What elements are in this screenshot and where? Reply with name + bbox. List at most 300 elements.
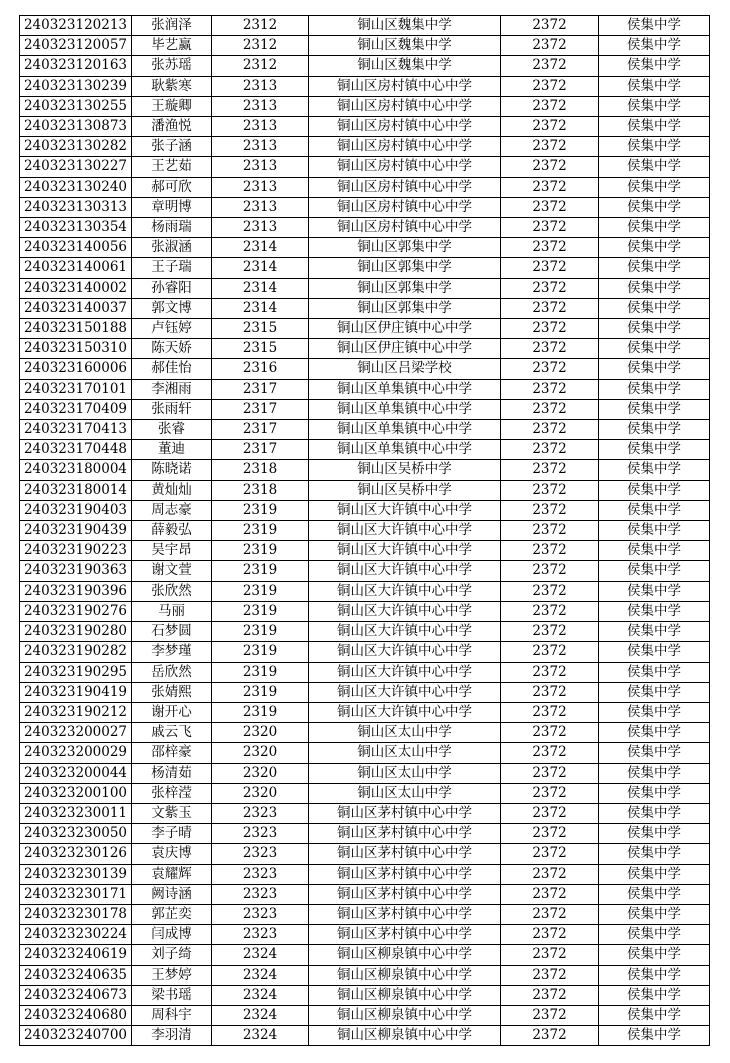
- target-code-cell: 2372: [501, 561, 599, 581]
- target-school-cell: 侯集中学: [599, 500, 710, 520]
- school-code-cell: 2317: [212, 420, 309, 440]
- target-school-cell: 侯集中学: [599, 76, 710, 96]
- school-code-cell: 2324: [212, 945, 309, 965]
- source-school-cell: 铜山区太山中学: [309, 723, 501, 743]
- school-code-cell: 2320: [212, 743, 309, 763]
- source-school-cell: 铜山区伊庄镇中心中学: [309, 319, 501, 339]
- student-name-cell: 卢钰婷: [132, 319, 212, 339]
- student-name-cell: 张润泽: [132, 16, 212, 36]
- target-code-cell: 2372: [501, 622, 599, 642]
- student-name-cell: 张欣然: [132, 581, 212, 601]
- student-name-cell: 周科宇: [132, 1005, 212, 1025]
- student-name-cell: 章明博: [132, 197, 212, 217]
- student-name-cell: 陈晓诺: [132, 460, 212, 480]
- source-school-cell: 铜山区房村镇中心中学: [309, 157, 501, 177]
- student-name-cell: 杨清茹: [132, 763, 212, 783]
- source-school-cell: 铜山区房村镇中心中学: [309, 96, 501, 116]
- student-name-cell: 袁耀辉: [132, 864, 212, 884]
- school-code-cell: 2319: [212, 581, 309, 601]
- school-code-cell: 2320: [212, 783, 309, 803]
- target-school-cell: 侯集中学: [599, 601, 710, 621]
- target-school-cell: 侯集中学: [599, 36, 710, 56]
- table-row: [20, 379, 710, 399]
- student-id-cell: 240323230224: [20, 925, 132, 945]
- target-school-cell: 侯集中学: [599, 440, 710, 460]
- student-id-cell: 240323190396: [20, 581, 132, 601]
- student-id-cell: 240323120213: [20, 16, 132, 36]
- target-code-cell: 2372: [501, 157, 599, 177]
- student-id-cell: 240323180004: [20, 460, 132, 480]
- target-school-cell: 侯集中学: [599, 420, 710, 440]
- school-code-cell: 2313: [212, 177, 309, 197]
- source-school-cell: 铜山区房村镇中心中学: [309, 177, 501, 197]
- target-school-cell: 侯集中学: [599, 339, 710, 359]
- table-row: [20, 96, 710, 116]
- table-row: [20, 702, 710, 722]
- source-school-cell: 铜山区单集镇中心中学: [309, 379, 501, 399]
- student-name-cell: 郭文博: [132, 298, 212, 318]
- table-row: [20, 642, 710, 662]
- student-name-cell: 黄灿灿: [132, 480, 212, 500]
- school-code-cell: 2317: [212, 379, 309, 399]
- table-row: [20, 1026, 710, 1046]
- source-school-cell: 铜山区柳泉镇中心中学: [309, 1026, 501, 1046]
- student-name-cell: 郝可欣: [132, 177, 212, 197]
- target-school-cell: 侯集中学: [599, 702, 710, 722]
- student-id-cell: 240323240680: [20, 1005, 132, 1025]
- student-id-cell: 240323230171: [20, 884, 132, 904]
- target-code-cell: 2372: [501, 460, 599, 480]
- student-name-cell: 王艺茹: [132, 157, 212, 177]
- student-id-cell: 240323170409: [20, 399, 132, 419]
- table-row: [20, 480, 710, 500]
- student-name-cell: 张子涵: [132, 137, 212, 157]
- target-school-cell: 侯集中学: [599, 480, 710, 500]
- student-id-cell: 240323230126: [20, 844, 132, 864]
- source-school-cell: 铜山区房村镇中心中学: [309, 117, 501, 137]
- student-name-cell: 吴宇昂: [132, 541, 212, 561]
- student-id-cell: 240323200044: [20, 763, 132, 783]
- student-id-cell: 240323120163: [20, 56, 132, 76]
- target-code-cell: 2372: [501, 339, 599, 359]
- table-row: [20, 662, 710, 682]
- student-id-cell: 240323130873: [20, 117, 132, 137]
- school-code-cell: 2323: [212, 803, 309, 823]
- target-code-cell: 2372: [501, 238, 599, 258]
- source-school-cell: 铜山区大许镇中心中学: [309, 521, 501, 541]
- school-code-cell: 2316: [212, 359, 309, 379]
- table-row: [20, 965, 710, 985]
- target-code-cell: 2372: [501, 500, 599, 520]
- target-school-cell: 侯集中学: [599, 662, 710, 682]
- target-code-cell: 2372: [501, 96, 599, 116]
- target-school-cell: 侯集中学: [599, 460, 710, 480]
- target-code-cell: 2372: [501, 803, 599, 823]
- table-row: [20, 197, 710, 217]
- student-id-cell: 240323130313: [20, 197, 132, 217]
- school-code-cell: 2323: [212, 904, 309, 924]
- student-id-cell: 240323200100: [20, 783, 132, 803]
- table-row: [20, 278, 710, 298]
- school-code-cell: 2319: [212, 702, 309, 722]
- target-code-cell: 2372: [501, 945, 599, 965]
- table-row: [20, 723, 710, 743]
- table-row: [20, 117, 710, 137]
- source-school-cell: 铜山区大许镇中心中学: [309, 561, 501, 581]
- table-row: [20, 864, 710, 884]
- student-name-cell: 张婧熙: [132, 682, 212, 702]
- target-school-cell: 侯集中学: [599, 844, 710, 864]
- school-code-cell: 2320: [212, 763, 309, 783]
- target-school-cell: 侯集中学: [599, 56, 710, 76]
- table-row: [20, 541, 710, 561]
- table-row: [20, 803, 710, 823]
- school-code-cell: 2313: [212, 117, 309, 137]
- target-school-cell: 侯集中学: [599, 157, 710, 177]
- target-school-cell: 侯集中学: [599, 864, 710, 884]
- target-school-cell: 侯集中学: [599, 278, 710, 298]
- target-school-cell: 侯集中学: [599, 16, 710, 36]
- school-code-cell: 2319: [212, 601, 309, 621]
- school-code-cell: 2313: [212, 197, 309, 217]
- student-id-cell: 240323230139: [20, 864, 132, 884]
- source-school-cell: 铜山区房村镇中心中学: [309, 137, 501, 157]
- target-code-cell: 2372: [501, 480, 599, 500]
- source-school-cell: 铜山区茅村镇中心中学: [309, 904, 501, 924]
- target-school-cell: 侯集中学: [599, 177, 710, 197]
- student-name-cell: 王梦婷: [132, 965, 212, 985]
- target-code-cell: 2372: [501, 824, 599, 844]
- admission-table: [19, 15, 710, 1046]
- table-row: [20, 1005, 710, 1025]
- target-code-cell: 2372: [501, 197, 599, 217]
- student-id-cell: 240323190295: [20, 662, 132, 682]
- school-code-cell: 2318: [212, 480, 309, 500]
- source-school-cell: 铜山区大许镇中心中学: [309, 581, 501, 601]
- student-id-cell: 240323240635: [20, 965, 132, 985]
- school-code-cell: 2319: [212, 662, 309, 682]
- target-school-cell: 侯集中学: [599, 541, 710, 561]
- student-id-cell: 240323200027: [20, 723, 132, 743]
- school-code-cell: 2319: [212, 561, 309, 581]
- source-school-cell: 铜山区茅村镇中心中学: [309, 925, 501, 945]
- table-body: [20, 16, 710, 1046]
- student-name-cell: 耿紫寒: [132, 76, 212, 96]
- source-school-cell: 铜山区茅村镇中心中学: [309, 824, 501, 844]
- source-school-cell: 铜山区郭集中学: [309, 258, 501, 278]
- target-school-cell: 侯集中学: [599, 319, 710, 339]
- school-code-cell: 2324: [212, 965, 309, 985]
- student-name-cell: 谢开心: [132, 702, 212, 722]
- student-id-cell: 240323150188: [20, 319, 132, 339]
- target-code-cell: 2372: [501, 965, 599, 985]
- source-school-cell: 铜山区大许镇中心中学: [309, 702, 501, 722]
- student-id-cell: 240323130282: [20, 137, 132, 157]
- target-school-cell: 侯集中学: [599, 137, 710, 157]
- target-code-cell: 2372: [501, 1026, 599, 1046]
- target-code-cell: 2372: [501, 137, 599, 157]
- target-code-cell: 2372: [501, 541, 599, 561]
- student-name-cell: 李梦瑾: [132, 642, 212, 662]
- student-id-cell: 240323240673: [20, 985, 132, 1005]
- table-row: [20, 238, 710, 258]
- target-code-cell: 2372: [501, 177, 599, 197]
- source-school-cell: 铜山区魏集中学: [309, 36, 501, 56]
- table-row: [20, 36, 710, 56]
- source-school-cell: 铜山区大许镇中心中学: [309, 682, 501, 702]
- target-code-cell: 2372: [501, 218, 599, 238]
- target-code-cell: 2372: [501, 601, 599, 621]
- student-id-cell: 240323230011: [20, 803, 132, 823]
- school-code-cell: 2312: [212, 56, 309, 76]
- student-name-cell: 王璇卿: [132, 96, 212, 116]
- student-id-cell: 240323170413: [20, 420, 132, 440]
- target-code-cell: 2372: [501, 783, 599, 803]
- table-row: [20, 500, 710, 520]
- target-code-cell: 2372: [501, 985, 599, 1005]
- student-name-cell: 周志豪: [132, 500, 212, 520]
- student-id-cell: 240323190363: [20, 561, 132, 581]
- table-row: [20, 76, 710, 96]
- target-code-cell: 2372: [501, 702, 599, 722]
- student-id-cell: 240323190419: [20, 682, 132, 702]
- source-school-cell: 铜山区大许镇中心中学: [309, 500, 501, 520]
- source-school-cell: 铜山区吴桥中学: [309, 460, 501, 480]
- target-school-cell: 侯集中学: [599, 1005, 710, 1025]
- student-id-cell: 240323190280: [20, 622, 132, 642]
- source-school-cell: 铜山区柳泉镇中心中学: [309, 1005, 501, 1025]
- school-code-cell: 2313: [212, 76, 309, 96]
- target-code-cell: 2372: [501, 56, 599, 76]
- school-code-cell: 2323: [212, 824, 309, 844]
- target-school-cell: 侯集中学: [599, 985, 710, 1005]
- target-school-cell: 侯集中学: [599, 945, 710, 965]
- student-name-cell: 谢文萱: [132, 561, 212, 581]
- student-name-cell: 陈天娇: [132, 339, 212, 359]
- school-code-cell: 2323: [212, 864, 309, 884]
- table-row: [20, 945, 710, 965]
- target-school-cell: 侯集中学: [599, 359, 710, 379]
- target-school-cell: 侯集中学: [599, 803, 710, 823]
- student-id-cell: 240323200029: [20, 743, 132, 763]
- student-id-cell: 240323230178: [20, 904, 132, 924]
- table-row: [20, 884, 710, 904]
- table-row: [20, 521, 710, 541]
- table-row: [20, 581, 710, 601]
- target-school-cell: 侯集中学: [599, 298, 710, 318]
- target-code-cell: 2372: [501, 864, 599, 884]
- student-name-cell: 董迪: [132, 440, 212, 460]
- student-id-cell: 240323230050: [20, 824, 132, 844]
- student-name-cell: 李子晴: [132, 824, 212, 844]
- student-name-cell: 郭芷奕: [132, 904, 212, 924]
- target-code-cell: 2372: [501, 399, 599, 419]
- target-code-cell: 2372: [501, 763, 599, 783]
- student-name-cell: 李羽清: [132, 1026, 212, 1046]
- school-code-cell: 2324: [212, 1005, 309, 1025]
- target-school-cell: 侯集中学: [599, 642, 710, 662]
- student-name-cell: 薛毅弘: [132, 521, 212, 541]
- school-code-cell: 2314: [212, 298, 309, 318]
- source-school-cell: 铜山区房村镇中心中学: [309, 76, 501, 96]
- target-school-cell: 侯集中学: [599, 622, 710, 642]
- source-school-cell: 铜山区单集镇中心中学: [309, 440, 501, 460]
- source-school-cell: 铜山区柳泉镇中心中学: [309, 965, 501, 985]
- target-code-cell: 2372: [501, 379, 599, 399]
- source-school-cell: 铜山区大许镇中心中学: [309, 662, 501, 682]
- student-name-cell: 张雨轩: [132, 399, 212, 419]
- school-code-cell: 2315: [212, 319, 309, 339]
- student-id-cell: 240323190223: [20, 541, 132, 561]
- target-school-cell: 侯集中学: [599, 117, 710, 137]
- student-name-cell: 闫成博: [132, 925, 212, 945]
- school-code-cell: 2324: [212, 1026, 309, 1046]
- school-code-cell: 2323: [212, 844, 309, 864]
- target-school-cell: 侯集中学: [599, 561, 710, 581]
- table-row: [20, 904, 710, 924]
- student-id-cell: 240323190439: [20, 521, 132, 541]
- student-id-cell: 240323130239: [20, 76, 132, 96]
- source-school-cell: 铜山区茅村镇中心中学: [309, 803, 501, 823]
- table-row: [20, 137, 710, 157]
- student-name-cell: 梁书瑶: [132, 985, 212, 1005]
- student-name-cell: 阙诗涵: [132, 884, 212, 904]
- source-school-cell: 铜山区郭集中学: [309, 298, 501, 318]
- source-school-cell: 铜山区魏集中学: [309, 56, 501, 76]
- student-id-cell: 240323130227: [20, 157, 132, 177]
- student-id-cell: 240323140037: [20, 298, 132, 318]
- source-school-cell: 铜山区吕梁学校: [309, 359, 501, 379]
- student-name-cell: 张睿: [132, 420, 212, 440]
- student-id-cell: 240323140002: [20, 278, 132, 298]
- student-id-cell: 240323190403: [20, 500, 132, 520]
- student-name-cell: 戚云飞: [132, 723, 212, 743]
- table-row: [20, 460, 710, 480]
- student-name-cell: 刘子绮: [132, 945, 212, 965]
- student-id-cell: 240323190276: [20, 601, 132, 621]
- student-id-cell: 240323170101: [20, 379, 132, 399]
- student-name-cell: 潘渔悦: [132, 117, 212, 137]
- student-name-cell: 岳欣然: [132, 662, 212, 682]
- table-row: [20, 601, 710, 621]
- table-row: [20, 420, 710, 440]
- table-row: [20, 157, 710, 177]
- target-code-cell: 2372: [501, 298, 599, 318]
- source-school-cell: 铜山区郭集中学: [309, 278, 501, 298]
- student-id-cell: 240323160006: [20, 359, 132, 379]
- student-name-cell: 邵梓豪: [132, 743, 212, 763]
- source-school-cell: 铜山区伊庄镇中心中学: [309, 339, 501, 359]
- source-school-cell: 铜山区吴桥中学: [309, 480, 501, 500]
- school-code-cell: 2324: [212, 985, 309, 1005]
- source-school-cell: 铜山区柳泉镇中心中学: [309, 945, 501, 965]
- table-row: [20, 258, 710, 278]
- table-row: [20, 298, 710, 318]
- target-code-cell: 2372: [501, 642, 599, 662]
- target-school-cell: 侯集中学: [599, 379, 710, 399]
- target-school-cell: 侯集中学: [599, 965, 710, 985]
- table-row: [20, 319, 710, 339]
- school-code-cell: 2319: [212, 541, 309, 561]
- target-code-cell: 2372: [501, 278, 599, 298]
- school-code-cell: 2319: [212, 622, 309, 642]
- table-row: [20, 682, 710, 702]
- school-code-cell: 2320: [212, 723, 309, 743]
- target-school-cell: 侯集中学: [599, 258, 710, 278]
- school-code-cell: 2323: [212, 925, 309, 945]
- student-name-cell: 郝佳怡: [132, 359, 212, 379]
- table-row: [20, 399, 710, 419]
- student-id-cell: 240323140061: [20, 258, 132, 278]
- source-school-cell: 铜山区茅村镇中心中学: [309, 864, 501, 884]
- student-name-cell: 石梦圆: [132, 622, 212, 642]
- school-code-cell: 2314: [212, 258, 309, 278]
- target-school-cell: 侯集中学: [599, 218, 710, 238]
- target-code-cell: 2372: [501, 440, 599, 460]
- school-code-cell: 2314: [212, 238, 309, 258]
- school-code-cell: 2312: [212, 16, 309, 36]
- school-code-cell: 2312: [212, 36, 309, 56]
- target-code-cell: 2372: [501, 844, 599, 864]
- source-school-cell: 铜山区太山中学: [309, 743, 501, 763]
- school-code-cell: 2315: [212, 339, 309, 359]
- target-school-cell: 侯集中学: [599, 904, 710, 924]
- source-school-cell: 铜山区单集镇中心中学: [309, 399, 501, 419]
- source-school-cell: 铜山区太山中学: [309, 763, 501, 783]
- target-code-cell: 2372: [501, 925, 599, 945]
- school-code-cell: 2313: [212, 157, 309, 177]
- table-row: [20, 824, 710, 844]
- target-code-cell: 2372: [501, 420, 599, 440]
- source-school-cell: 铜山区房村镇中心中学: [309, 218, 501, 238]
- target-school-cell: 侯集中学: [599, 682, 710, 702]
- source-school-cell: 铜山区郭集中学: [309, 238, 501, 258]
- table-row: [20, 440, 710, 460]
- target-school-cell: 侯集中学: [599, 783, 710, 803]
- student-name-cell: 李湘雨: [132, 379, 212, 399]
- student-id-cell: 240323150310: [20, 339, 132, 359]
- table-row: [20, 844, 710, 864]
- school-code-cell: 2313: [212, 96, 309, 116]
- student-id-cell: 240323190212: [20, 702, 132, 722]
- student-name-cell: 马丽: [132, 601, 212, 621]
- target-code-cell: 2372: [501, 662, 599, 682]
- target-school-cell: 侯集中学: [599, 96, 710, 116]
- school-code-cell: 2318: [212, 460, 309, 480]
- school-code-cell: 2313: [212, 218, 309, 238]
- student-name-cell: 孙睿阳: [132, 278, 212, 298]
- student-name-cell: 张梓滢: [132, 783, 212, 803]
- school-code-cell: 2323: [212, 884, 309, 904]
- student-name-cell: 杨雨瑞: [132, 218, 212, 238]
- student-name-cell: 袁庆博: [132, 844, 212, 864]
- table-row: [20, 925, 710, 945]
- school-code-cell: 2314: [212, 278, 309, 298]
- school-code-cell: 2319: [212, 500, 309, 520]
- table-row: [20, 783, 710, 803]
- target-code-cell: 2372: [501, 258, 599, 278]
- student-id-cell: 240323120057: [20, 36, 132, 56]
- target-code-cell: 2372: [501, 581, 599, 601]
- table-row: [20, 359, 710, 379]
- source-school-cell: 铜山区魏集中学: [309, 16, 501, 36]
- table-row: [20, 16, 710, 36]
- target-school-cell: 侯集中学: [599, 521, 710, 541]
- target-code-cell: 2372: [501, 904, 599, 924]
- target-code-cell: 2372: [501, 743, 599, 763]
- student-name-cell: 文紫玉: [132, 803, 212, 823]
- school-code-cell: 2317: [212, 399, 309, 419]
